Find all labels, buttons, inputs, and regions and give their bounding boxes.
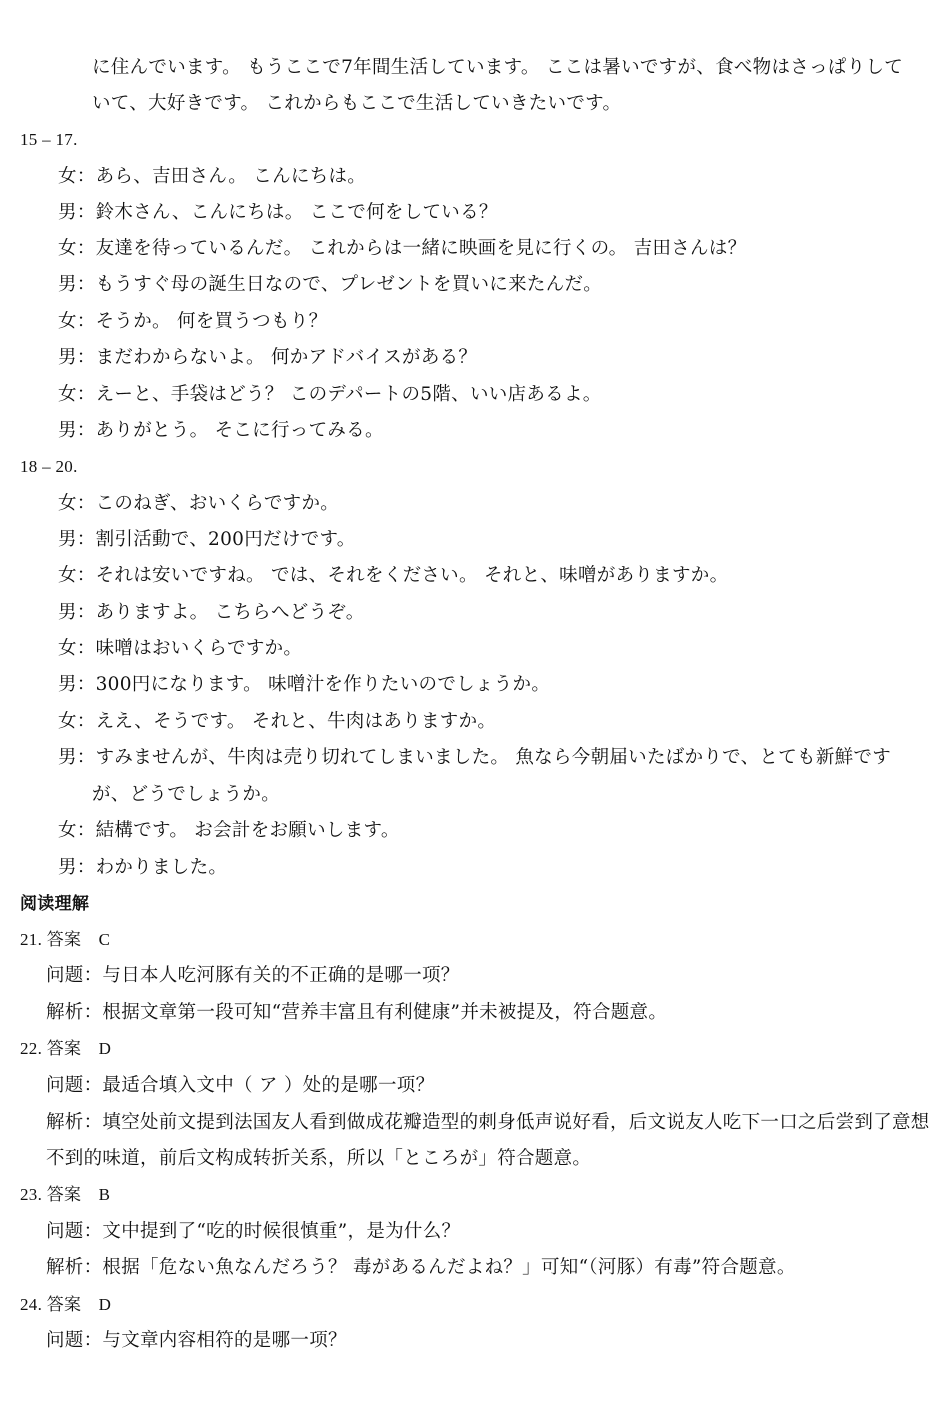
dialogue-line: 男：もうすぐ母の誕生日なので、プレゼントを買いに来たんだ。: [58, 274, 603, 295]
analysis-22-line-1: 解析：填空处前文提到法国友人看到做成花瓣造型的刺身低声说好看，后文说友人吃下一口之后尝到了意想: [46, 1112, 930, 1133]
question-23: 问题：文中提到了“吃的时候很慎重”，是为什么？: [46, 1221, 461, 1242]
dialogue-line-continuation: が、どうでしょうか。: [92, 784, 281, 805]
dialogue-line: 男：300円になります。 味噌汁を作りたいのでしょうか。: [58, 674, 551, 695]
section-number-18-20: 18 – 20.: [20, 457, 78, 476]
dialogue-line: 女：味噌はおいくらですか。: [58, 638, 303, 659]
dialogue-line: 女：そうか。 何を買うつもり？: [58, 311, 328, 332]
question-21: 问题：与日本人吃河豚有关的不正确的是哪一项？: [46, 965, 460, 986]
dialogue-line: 女：それは安いですね。 では、それをください。 それと、味噌がありますか。: [58, 565, 729, 586]
dialogue-line: 女：友達を待っているんだ。 これからは一緒に映画を見に行くの。 吉田さんは？: [58, 238, 747, 259]
dialogue-line: 女：あら、吉田さん。 こんにちは。: [58, 166, 367, 187]
answer-24: 24. 答案 D: [20, 1295, 112, 1314]
dialogue-line: 女：このねぎ、おいくらですか。: [58, 493, 340, 514]
question-24: 问题：与文章内容相符的是哪一项？: [46, 1330, 347, 1351]
dialogue-line: 男：鈴木さん、こんにちは。 ここで何をしている？: [58, 202, 498, 223]
dialogue-line: 男：ありがとう。 そこに行ってみる。: [58, 420, 384, 441]
reading-heading: 阅读理解: [20, 894, 90, 914]
answer-21: 21. 答案 C: [20, 930, 111, 949]
intro-line-1: に住んでいます。 もうここで7年間生活しています。 ここは暑いですが、食べ物はさっぱりして: [92, 57, 904, 78]
analysis-21: 解析：根据文章第一段可知“营养丰富且有利健康”并未被提及，符合题意。: [46, 1002, 668, 1023]
question-22: 问题：最适合填入文中（ ア ）处的是哪一项？: [46, 1075, 435, 1096]
answer-23: 23. 答案 B: [20, 1185, 111, 1204]
dialogue-line: 女：結構です。 お会計をお願いします。: [58, 820, 400, 841]
analysis-22-line-2: 不到的味道，前后文构成转折关系，所以「ところが」符合题意。: [46, 1148, 592, 1169]
intro-line-2: いて、大好きです。 これからもここで生活していきたいです。: [92, 93, 622, 114]
dialogue-line: 男：ありますよ。 こちらへどうぞ。: [58, 602, 365, 623]
dialogue-line: 男：割引活動で、200円だけです。: [58, 529, 356, 550]
dialogue-line: 男：すみませんが、牛肉は売り切れてしまいました。 魚なら今朝届いたばかりで、とても新鮮です: [58, 747, 892, 768]
section-number-15-17: 15 – 17.: [20, 130, 78, 149]
dialogue-line: 女：えーと、手袋はどう？ このデパートの5階、いい店あるよ。: [58, 384, 602, 405]
analysis-23: 解析：根据「危ない魚なんだろう？ 毒があるんだよね？」可知“（河豚）有毒”符合题意。: [46, 1257, 796, 1278]
dialogue-line: 男：まだわからないよ。 何かアドバイスがある？: [58, 347, 478, 368]
dialogue-line: 女：ええ、そうです。 それと、牛肉はありますか。: [58, 711, 497, 732]
dialogue-line: 男：わかりました。: [58, 857, 228, 878]
answer-22: 22. 答案 D: [20, 1039, 112, 1058]
